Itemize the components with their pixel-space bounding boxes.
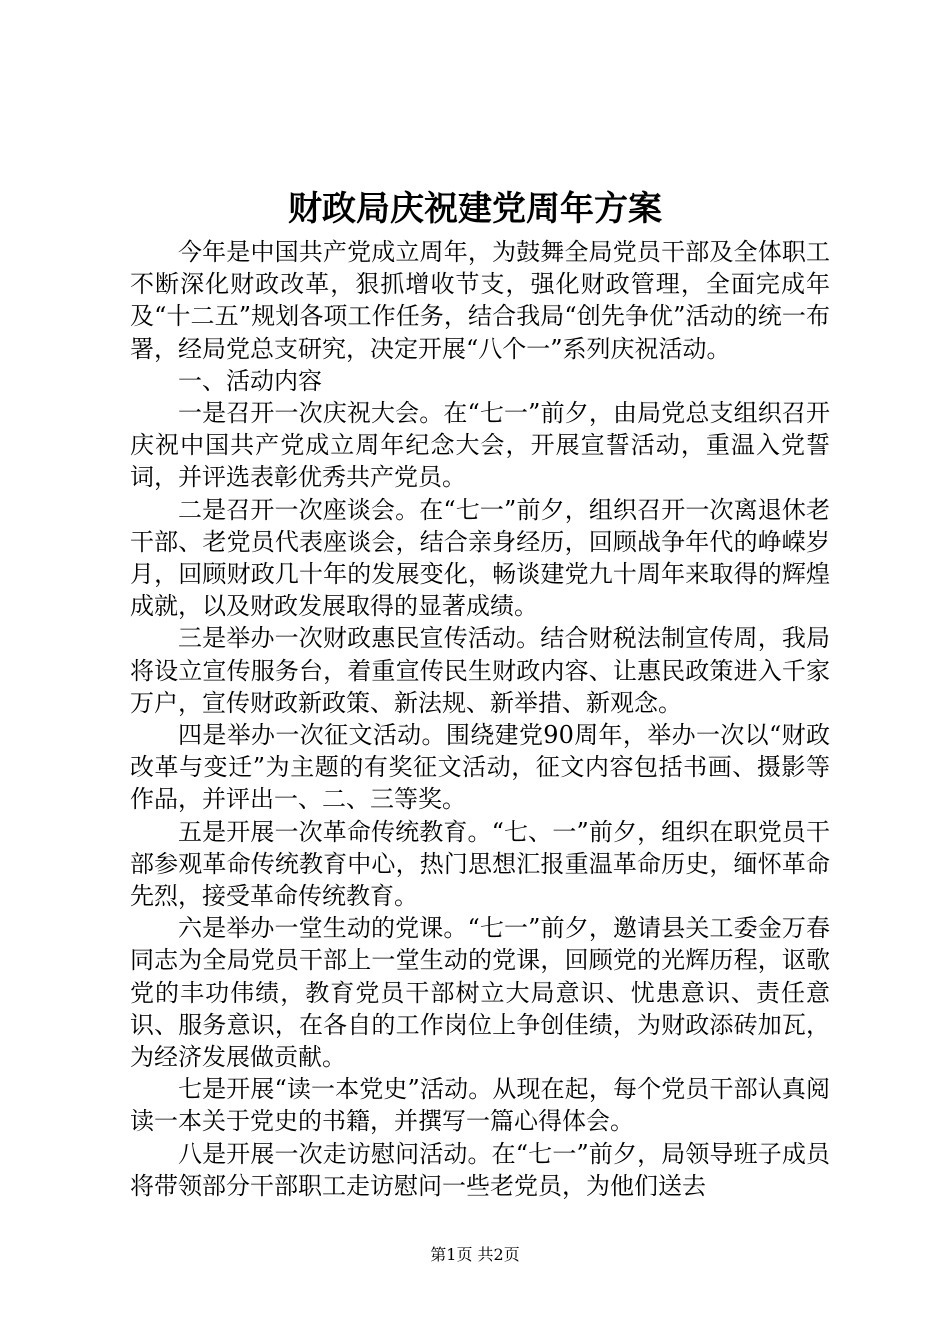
paragraph-item-3: 三是举办一次财政惠民宣传活动。结合财税法制宣传周，我局将设立宣传服务台，着重宣传民生财政内容、让惠民政策进入千家万户，宣传财政新政策、新法规、新举措、新观念。 [130, 624, 830, 717]
paragraph-intro: 今年是中国共产党成立周年，为鼓舞全局党员干部及全体职工不断深化财政改革，狠抓增收节支，强化财政管理，全面完成年及“十二五”规划各项工作任务，结合我局“创先争优”活动的统一布署，经局党总支研究，决定开展“八个一”系列庆祝活动。 [130, 238, 830, 363]
paragraph-item-4: 四是举办一次征文活动。围绕建党90周年，举办一次以“财政改革与变迁”为主题的有奖征文活动，征文内容包括书画、摄影等作品，并评出一、二、三等奖。 [130, 721, 830, 814]
paragraph-item-5: 五是开展一次革命传统教育。“七、一”前夕，组织在职党员干部参观革命传统教育中心，热门思想汇报重温革命历史，缅怀革命先烈，接受革命传统教育。 [130, 817, 830, 911]
paragraph-item-2: 二是召开一次座谈会。在“七一”前夕，组织召开一次离退休老干部、老党员代表座谈会，结合亲身经历，回顾战争年代的峥嵘岁月，回顾财政几十年的发展变化，畅谈建党九十周年来取得的辉煌成就，以及财政发展取得的显著成绩。 [130, 495, 830, 621]
paragraph-item-8: 八是开展一次走访慰问活动。在“七一”前夕，局领导班子成员将带领部分干部职工走访慰问一些老党员，为他们送去 [130, 1139, 830, 1200]
document-body [130, 236, 830, 1202]
paragraph-item-7: 七是开展“读一本党史”活动。从现在起，每个党员干部认真阅读一本关于党史的书籍，并撰写一篇心得体会。 [130, 1075, 830, 1136]
page-footer: 第1页 共2页 [430, 1245, 520, 1264]
paragraph-item-1: 一是召开一次庆祝大会。在“七一”前夕，由局党总支组织召开庆祝中国共产党成立周年纪念大会，开展宣誓活动，重温入党誓词，并评选表彰优秀共产党员。 [130, 399, 830, 492]
page-title: 财政局庆祝建党周年方案 [288, 189, 662, 229]
section-heading: 一、活动内容 [178, 366, 322, 395]
paragraph-item-6: 六是举办一堂生动的党课。“七一”前夕，邀请县关工委金万春同志为全局党员干部上一堂生动的党课，回顾党的光辉历程，讴歌党的丰功伟绩，教育党员干部树立大局意识、忧患意识、责任意识、服务意识，在各自的工作岗位上争创佳绩，为财政添砖加瓦，为经济发展做贡献。 [130, 914, 830, 1072]
